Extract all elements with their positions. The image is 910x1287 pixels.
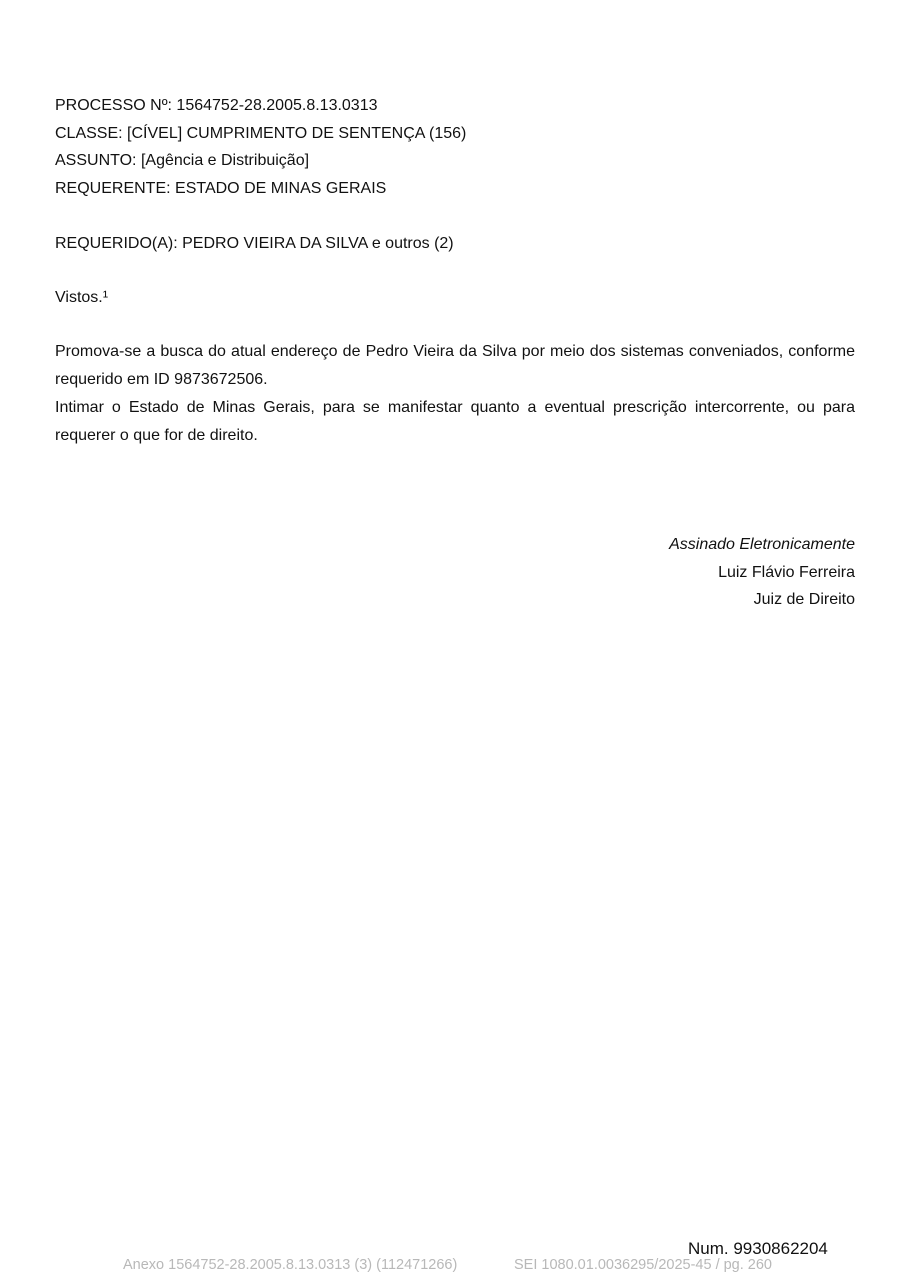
paragraph-summon-state: Intimar o Estado de Minas Gerais, para se manifestar quanto a eventual prescrição intercorrente, ou para requerer o que for de direito. — [55, 399, 855, 444]
paragraph-address-search: Promova-se a busca do atual endereço de Pedro Vieira da Silva por meio dos sistemas conveniados, conforme requerido em ID 9873672506. — [55, 343, 855, 388]
footer-annex: Anexo 1564752-28.2005.8.13.0313 (3) (112471266) — [123, 1257, 458, 1273]
plaintiff: REQUERENTE: ESTADO DE MINAS GERAIS — [55, 179, 387, 197]
judge-role: Juiz de Direito — [753, 591, 855, 608]
defendant: REQUERIDO(A): PEDRO VIEIRA DA SILVA e outros (2) — [55, 235, 454, 252]
signature-block — [669, 531, 855, 614]
footer-sei-reference: SEI 1080.01.0036295/2025-45 / pg. 260 — [514, 1257, 772, 1273]
electronic-signature-label: Assinado Eletronicamente — [669, 536, 855, 553]
vistos-line: Vistos.¹ — [55, 289, 109, 306]
judge-name: Luiz Flávio Ferreira — [718, 563, 855, 581]
case-header — [55, 92, 855, 202]
document-number: Num. 9930862204 — [688, 1239, 828, 1258]
process-number: PROCESSO Nº: 1564752-28.2005.8.13.0313 — [55, 97, 378, 114]
case-class: CLASSE: [CÍVEL] CUMPRIMENTO DE SENTENÇA (156) — [55, 124, 467, 142]
decision-body — [55, 338, 855, 450]
case-subject: ASSUNTO: [Agência e Distribuição] — [55, 152, 310, 169]
